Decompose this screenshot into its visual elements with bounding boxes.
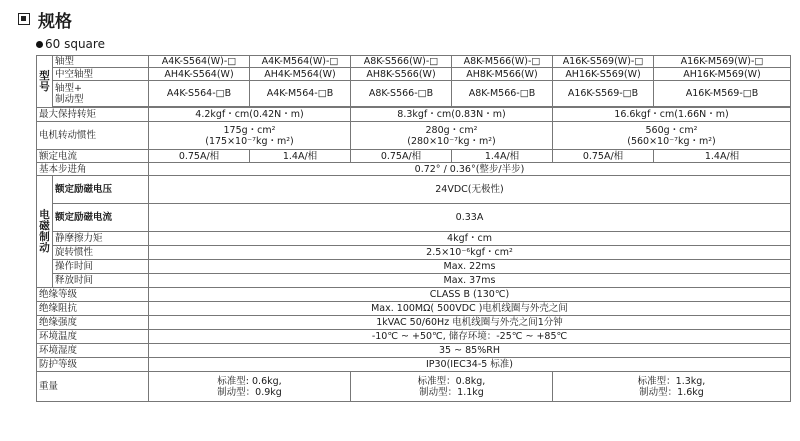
- model-cell: AH16K-M569(W): [654, 68, 791, 81]
- section-title: 规格: [38, 11, 72, 32]
- rot-inertia-label: 旋转惯性: [53, 246, 149, 260]
- exc-current-label: 额定励磁电流: [53, 204, 149, 232]
- model-header: 型号: [37, 56, 53, 108]
- value-cell: 35 ~ 85%RH: [149, 344, 791, 358]
- model-cell: A8K-S566-□B: [351, 81, 452, 107]
- model-cell: AH8K-S566(W): [351, 68, 452, 81]
- table-row: [37, 260, 791, 274]
- table-row: [37, 302, 791, 316]
- ambient-temp-label: 环境温度: [37, 330, 149, 344]
- model-cell: AH4K-S564(W): [149, 68, 250, 81]
- table-row: [37, 330, 791, 344]
- model-cell: A4K-S564-□B: [149, 81, 250, 107]
- table-row: [37, 288, 791, 302]
- table-row: [37, 204, 791, 232]
- model-cell: A8K-M566(W)-□: [452, 56, 553, 68]
- value-cell: 1.4A/相: [654, 150, 791, 163]
- dielectric-label: 绝缘强度: [37, 316, 149, 330]
- shaft-type-label: 轴型: [53, 56, 149, 68]
- value-cell: Max. 22ms: [149, 260, 791, 274]
- value-cell: 8.3kgf・cm(0.83N・m): [351, 108, 553, 122]
- exc-voltage-label: 额定励磁电压: [53, 176, 149, 204]
- table-row: [37, 68, 791, 81]
- value-cell: 标准型: 0.6kg, 制动型：0.9kg: [149, 372, 351, 402]
- value-cell: 0.75A/相: [149, 150, 250, 163]
- model-cell: A16K-M569(W)-□: [654, 56, 791, 68]
- humidity-label: 环境湿度: [37, 344, 149, 358]
- model-cell: AH16K-S569(W): [553, 68, 654, 81]
- table-row: [37, 56, 791, 68]
- bullet-dot-icon: [36, 41, 43, 48]
- insulation-class-label: 绝缘等级: [37, 288, 149, 302]
- table-row: [37, 316, 791, 330]
- torque-label: 最大保持转矩: [37, 108, 149, 122]
- value-cell: 560g・cm² (560×10⁻⁷kg・m²): [553, 122, 791, 150]
- step-angle-label: 基本步进角: [37, 163, 149, 176]
- release-time-label: 释放时间: [53, 274, 149, 288]
- operate-time-label: 操作时间: [53, 260, 149, 274]
- model-cell: A8K-M566-□B: [452, 81, 553, 107]
- value-cell: 0.75A/相: [553, 150, 654, 163]
- friction-label: 静摩擦力矩: [53, 232, 149, 246]
- value-cell: 1kVAC 50/60Hz 电机线圈与外壳之间1分钟: [149, 316, 791, 330]
- model-cell: AH4K-M564(W): [250, 68, 351, 81]
- table-row: [37, 344, 791, 358]
- model-cell: A8K-S566(W)-□: [351, 56, 452, 68]
- hollow-type-label: 中空轴型: [53, 68, 149, 81]
- table-row: [37, 122, 791, 150]
- model-cell: A4K-S564(W)-□: [149, 56, 250, 68]
- section-header: [18, 8, 72, 30]
- value-cell: 0.33A: [149, 204, 791, 232]
- value-cell: 1.4A/相: [452, 150, 553, 163]
- value-cell: 0.72° / 0.36°(整步/半步): [149, 163, 791, 176]
- spec-table: [36, 55, 791, 402]
- model-cell: A16K-S569(W)-□: [553, 56, 654, 68]
- model-cell: A4K-M564(W)-□: [250, 56, 351, 68]
- value-cell: 标准型：0.8kg, 制动型：1.1kg: [351, 372, 553, 402]
- model-cell: A16K-S569-□B: [553, 81, 654, 107]
- value-cell: 24VDC(无极性): [149, 176, 791, 204]
- table-row: [37, 163, 791, 176]
- value-cell: 16.6kgf・cm(1.66N・m): [553, 108, 791, 122]
- value-cell: 标准型：1.3kg, 制动型：1.6kg: [553, 372, 791, 402]
- value-cell: Max. 100MΩ( 500VDC )电机线圈与外壳之间: [149, 302, 791, 316]
- protection-label: 防护等级: [37, 358, 149, 372]
- value-cell: IP30(IEC34-5 标准): [149, 358, 791, 372]
- subtitle-text: 60 square: [45, 37, 105, 51]
- value-cell: 0.75A/相: [351, 150, 452, 163]
- value-cell: 1.4A/相: [250, 150, 351, 163]
- current-label: 额定电流: [37, 150, 149, 163]
- value-cell: 4kgf・cm: [149, 232, 791, 246]
- size-subtitle: [36, 37, 105, 51]
- table-row: [37, 81, 791, 107]
- inertia-label: 电机转动惯性: [37, 122, 149, 150]
- value-cell: Max. 37ms: [149, 274, 791, 288]
- weight-label: 重量: [37, 372, 149, 402]
- insulation-resistance-label: 绝缘阻抗: [37, 302, 149, 316]
- value-cell: CLASS B (130℃): [149, 288, 791, 302]
- model-cell: AH8K-M566(W): [452, 68, 553, 81]
- table-row: [37, 150, 791, 163]
- model-cell: A4K-M564-□B: [250, 81, 351, 107]
- value-cell: 4.2kgf・cm(0.42N・m): [149, 108, 351, 122]
- model-cell: A16K-M569-□B: [654, 81, 791, 107]
- table-row: [37, 372, 791, 402]
- em-brake-header: 电磁制动: [37, 176, 53, 288]
- value-cell: 2.5×10⁻⁶kgf・cm²: [149, 246, 791, 260]
- brake-type-label: 轴型+ 制动型: [53, 81, 149, 107]
- table-row: [37, 274, 791, 288]
- square-bullet-icon: [18, 13, 30, 25]
- table-row: [37, 108, 791, 122]
- table-row: [37, 358, 791, 372]
- value-cell: 175g・cm² (175×10⁻⁷kg・m²): [149, 122, 351, 150]
- value-cell: -10℃ ~ +50℃, 储存环境：-25℃ ~ +85℃: [149, 330, 791, 344]
- table-row: [37, 176, 791, 204]
- table-row: [37, 232, 791, 246]
- value-cell: 280g・cm² (280×10⁻⁷kg・m²): [351, 122, 553, 150]
- table-row: [37, 246, 791, 260]
